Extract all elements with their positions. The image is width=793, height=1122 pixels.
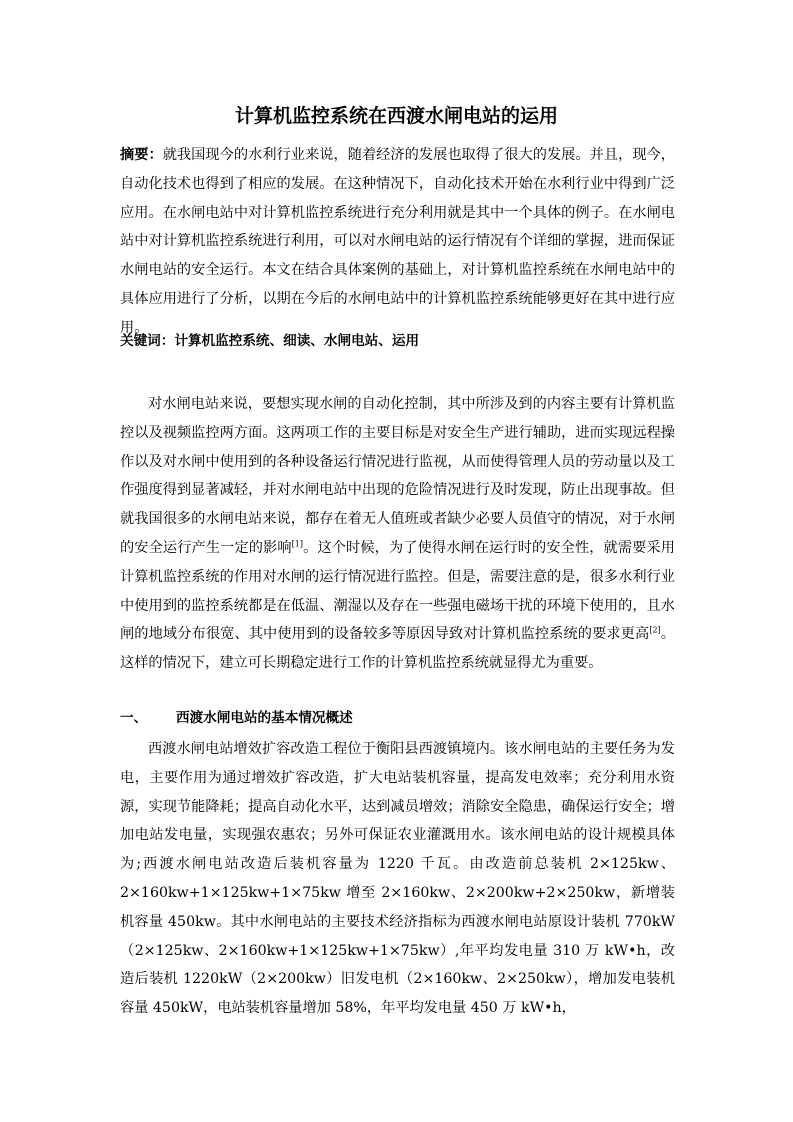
intro-text-part3: 。这样的情况下，建立可长期稳定进行工作的计算机监控系统就显得尤为重要。 (120, 626, 675, 672)
abstract-label: 摘要： (120, 147, 163, 163)
document-title: 计算机监控系统在西渡水闸电站的运用 (234, 105, 558, 127)
reference-marker-2: [2] (649, 625, 661, 635)
intro-text-part1: 对水闸电站来说，要想实现水闸的自动化控制，其中所涉及到的内容主要有计算机监控以及视频监控两方面。这两项工作的主要目标是对安全生产进行辅助，进而实现远程操作以及对水闸中使用到的各种设备运行情况进行监视，从而使得管理人员的劳动量以及工作强度得到显著减轻，并对水闸电站中出现的危险情况进行及时发现，防止出现事故。但就我国很多的水闸电站来说，都存在着无人值班或者缺少必要人员值守的情况，对于水闸的安全运行产生一定的影响 (120, 396, 675, 556)
section-heading-1 (120, 705, 675, 731)
abstract-text: 就我国现今的水利行业来说，随着经济的发展也取得了很大的发展。并且，现今，自动化技术也得到了相应的发展。在这种情况下，自动化技术开始在水利行业中得到广泛应用。在水闸电站中对计算机监控系统进行充分利用就是其中一个具体的例子。在水闸电站中对计算机监控系统进行利用，可以对水闸电站的运行情况有个详细的掌握，进而保证水闸电站的安全运行。本文在结合具体案例的基础上，对计算机监控系统在水闸电站中的具体应用进行了分析，以期在今后的水闸电站中的计算机监控系统能够更好在其中进行应用。 (120, 147, 675, 336)
section-1-paragraph: 西渡水闸电站增效扩容改造工程位于衡阳县西渡镇境内。该水闸电站的主要任务为发电，主要作用为通过增效扩容改造，扩大电站装机容量，提高发电效率；充分利用水资源，实现节能降耗；提高自动化水平，达到减员增效；消除安全隐患，确保运行安全；增加电站发电量，实现强农惠农；另外可保证农业灌溉用水。该水闸电站的设计规模具体为;西渡水闸电站改造后装机容量为 1220 千瓦。由改造前总装机 2×125kw、2×160kw+1×125kw+1×75kw 增至 2×160kw、2×200kw+2×250kw，新增装机容量 450kw。其中水闸电站的主要技术经济指标为西渡水闸电站原设计装机 770kW（2×125kw、2×160kw+1×125kw+1×75kw）,年平均发电量 310 万 kW•h，改造后装机 1220kW（2×200kw）旧发电机（2×160kw、2×250kw），增加发电装机容量 450kW，电站装机容量增加 58%，年平均发电量 450 万 kW•h， (120, 741, 675, 1017)
keywords-paragraph (120, 327, 675, 356)
keywords-text: 计算机监控系统、细读、水闸电站、运用 (174, 333, 420, 349)
reference-marker-1: [1] (291, 539, 304, 549)
intro-text-part2: 。这个时候，为了使得水闸在运行时的安全性，就需要采用计算机监控系统的作用对水闸的运行情况进行监控。但是，需要注意的是，很多水利行业中使用到的监控系统都是在低温、潮湿以及存在一些强电磁场干扰的环境下使用的，且水闸的地域分布很宽、其中使用到的设备较多等原因导致对计算机监控系统的要求更高 (120, 539, 675, 643)
section-number: 一、 (120, 710, 148, 726)
keywords-label: 关键词： (120, 333, 175, 349)
intro-paragraph (120, 390, 675, 678)
section-heading-text: 西渡水闸电站的基本情况概述 (176, 710, 353, 726)
abstract-paragraph (120, 141, 675, 343)
